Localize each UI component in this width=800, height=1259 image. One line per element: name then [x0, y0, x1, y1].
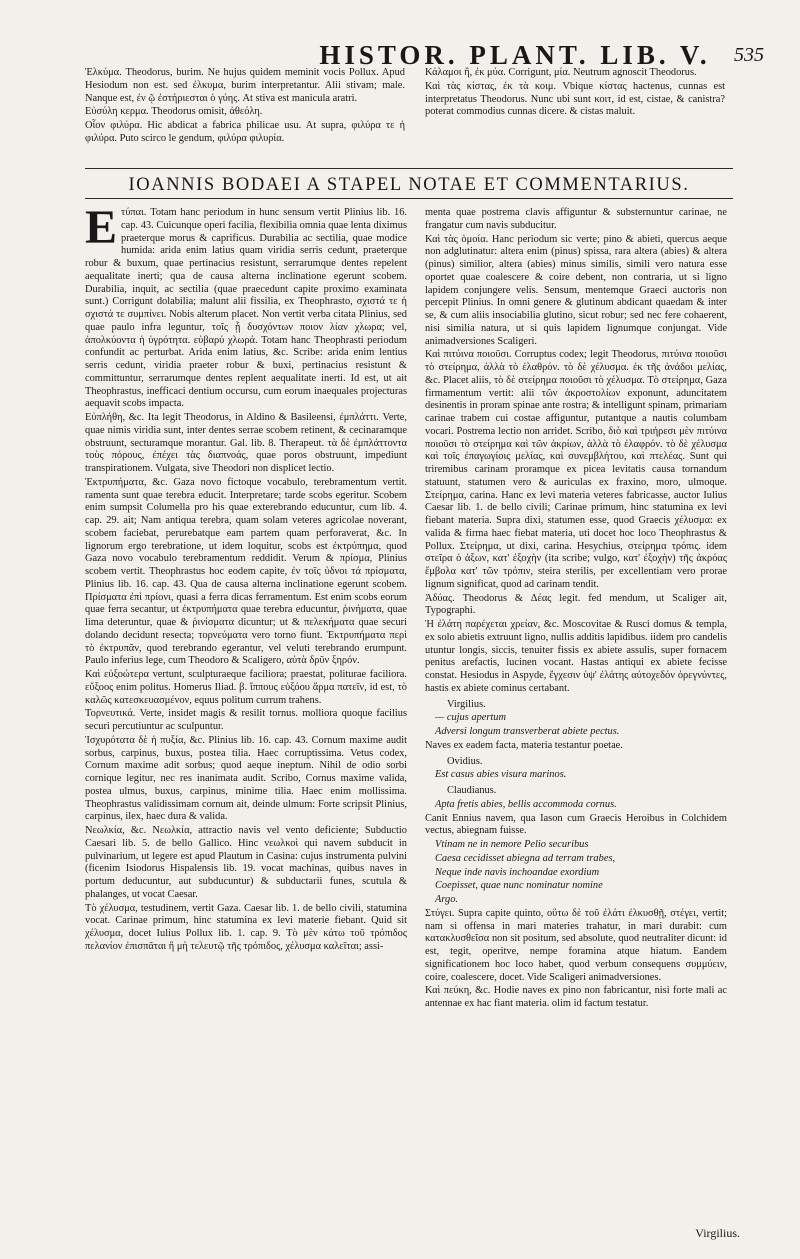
note-paragraph: Ἐλκύμα. Theodorus, burim. Ne hujus quidem meminit vocis Pollux. Apud Hesiodum non est. sed ἐλκυμα, burim interpretantur. Alii stivam; male. Nanque est, ἐν ῷ ἐστήριεσται ὁ γύης. At stiva est manicula aratri.	[85, 67, 405, 104]
commentary-paragraph: Ἰσχυρότατα δὲ ἡ πυξία, &c. Plinius lib. 16. cap. 43. Cornum maxime audit sorbus, carpinus, buxus, postea tilia. Haec corruptissima. Vetus codex, Cornum maxime adit sorbus; quod aeque ineptum. Nihil de odio sorbi cornique legitur, nec res inanimata audit. Scribo, Cornus maxime valida, postea ulmus, buxus, carpinus, minime tilia. Haec enim mollissima. Theophrastus validissimam cornum ait, deinde ulmum: Forte scripsit Plinius, carpinus, ilex, haec dura & valida.	[85, 734, 407, 823]
poet-name: Claudianus.	[447, 785, 497, 796]
commentary-paragraph: Naves ex eadem facta, materia testantur poetae.	[425, 739, 623, 751]
commentary-left-column	[85, 201, 407, 955]
running-head: HISTOR. PLANT. LIB. V.	[319, 39, 711, 70]
note-paragraph: Εὐσύλη κερμα. Theodorus omisit, ἀθεόλη.	[85, 106, 263, 118]
commentary-paragraph: Καὶ πεύκη, &c. Hodie naves ex pino non fabricantur, nisi forte mali ac antennae ex hac fiant materia. olim id factum testatur.	[425, 985, 727, 1009]
divider-rule	[85, 198, 733, 199]
commentary-paragraph	[85, 201, 407, 411]
note-paragraph: Κάλαμοι ἢ, ἐκ μύα. Corrigunt, μία. Neutrum agnoscit Theodorus.	[425, 67, 697, 78]
commentary-paragraph: Εὐπλήθη, &c. Ita legit Theodorus, in Aldino & Basileensi, ἐμπλάττι. Verte, quae nimis viridia sunt, inter dentes serrae scobem retinent, & cecinaramque obstruunt, secturamque morantur. Gal. lib. 8. Therapeut. τὰ δὲ ἐμπλάττοντα τοὺς πόρους, ἐπέχει τὰς διαπνοάς, quae poros obstruunt, impediunt transpirationem. Vulgata, sive Theodori non displicet lectio.	[85, 412, 407, 474]
drop-cap: E	[85, 201, 118, 254]
verse-line: — cujus apertum	[435, 712, 506, 724]
poet-name: Ovidius.	[447, 755, 483, 767]
commentary-right-column	[425, 207, 727, 1012]
commentary-paragraph: Ἡ ἐλάτη παρέχεται χρείαν, &c. Moscovitae & Rusci domus & templa, ex solo abietis extruunt ligno, nullis additis lapidibus. iidem pro candelis utuntur longis, siccis, tenuiter fissis ex abiete assulis, super fornacem penitus arefactis, lucinen vocant. Hastas antiqui ex abiete fecisse constat. Hesiodus in Aspyde, ἔγχεσιν ὑψ' ἐλάτης αὐτοχεδόν ὀρεγνύντες, hastis ex abiete cominus certabant.	[425, 619, 727, 694]
commentary-paragraph: Καὶ πιτύινα ποιοῦσι. Corruptus codex; legit Theodorus, πιτύινα ποιοῦσι τὸ στείρημα, ἀλλὰ τὸ ἐλαθρόν. τὸ δὲ χέλυσμα. ἐκ τῆς ἀνάδοι μελίας, &c. Placet aliis, τὸ δὲ στείρημα ποιοῦσι τὸ χέλυσμα. Τὸ στείρημα, Gaza firmamentum vertit: alii τῶν ἀκροστολίων exponunt, aduncitatem desinentis in proram spinae ante rostra; & intelligunt spinam, primariam carinae trabem cui costae affiguntur, putantque a nautis columbam vocari. Postrema lectio non arridet. Scribo, διὸ καὶ τριήρεσι μὲν πιτύινα ποιοῦσι τὸ στείρημα καὶ τῶν ἀκρίων, ἀλλὰ τὸ ἐλαφρόν. τὸ δὲ χέλυσμα καὶ τοῖς ἐπαγωγίοις μελίας, καὶ συνεμβλήτου, καὶ πτελέας. Sunt qui triremibus carinam proramque ex picea levitatis causa tornandum statuunt, statumen vero & auriculas ex fraxino, moro, ulmoque. Στείρημα, carina. Hanc ex levi materia veteres fabricasse, auctor Iulius Caesar lib. 1. de bello civili; Carinae primum, hinc statumina ex levi fiebant materia. Supra dixi, statumen esse, quod Graecis χέλυσμα: ex valida & firma haec fiebat materia, uti docet hoc loco Theophrastus & Pollux. Στείρημα, ut dixi, carina. Hesychius, στείρημα τρόπις. idem στεῖρα ὁ ἀξων, κατ' ἐξοχὴν (ita scribe; vulgo, κατ' ἐξοχὴν) τῆς ἀκρόας ἔμβολα κατ' τῶν τρόπιν, steira sterilis, per excellentiam vero proraе lignum significat, quod ad carinam tendit.	[425, 349, 727, 590]
commentary-paragraph: Ἐκτρυπήματα, &c. Gaza novo fictoque vocabulo, terebramentum vertit. ramenta sunt quae terebra educit. Interpretare; tarde scobs egeritur. Scobem enim sumpsit Columella pro his quae exterebrando educuntur, cum lib. 4. cap. 29. ait; Nam antiqua terebra, quam solam veteres agricolae noverant, scobem faciebat, perurebatque eam partem quam perforaverat, &c. In lignorum ergo terebratione, ut idem loquitur, scobs est ἐκτρύπημα, quod Gaza novo vocabulo terebramentum reddidit. Verum & πρίσμα, Plinius scobem vertit. Theophrastus hoc eodem capite, ἐν τοῖς ὑδνοι τά πρίσματα, Plinius lib. 16. cap. 43. Qua de causa alterna inclinatione egerunt scobem. Πρίσματα ἐπὶ πρίονι, quasi a ferra dicas ferramentum. Est enim scobs eorum quae ferra secantur, ut ἐκτρυπήματα quae terebra educuntur, ῥινήματα, quae lima deteruntur, quae & ῥινίσματα dicuntur; ut & πελεκήματα quae securi dolando decidunt resecta; τορνεύματα vero torno fiunt. Ἐκτρυπήματα περὶ τὸ ἐκτρυπᾶν, quod terebrando egerantur, vel veluti terebrando erumpunt. Paulo inferius lege, cum Theodoro & Scaligero, αὐτὰ δρῦν ξηρόν.	[85, 476, 407, 667]
commentary-paragraph: Ἀδύας. Theodorus & Δέας legit. fed mendum, ut Scaliger ait, Typographi.	[425, 592, 727, 617]
poet-name: Virgilius.	[447, 698, 486, 710]
top-notes-right	[425, 67, 725, 120]
divider-rule	[85, 168, 733, 169]
catchword: Virgilius.	[695, 1226, 740, 1240]
commentary-paragraph: menta quae postrema clavis affiguntur & substernuntur carinae, ne frangatur cum navis subducitur.	[425, 207, 727, 231]
verse-line: Vtinam ne in nemore Pelio securibus	[435, 839, 589, 850]
verse-line: Caesa cecidisset abiegna ad terram trabes,	[435, 852, 616, 864]
commentary-paragraph: Καὶ τὰς ὁμοία. Hanc periodum sic verte; pino & abieti, quercus aeque non adglutinatur: altera enim (pinus) spissa, rara altera (abies) & altera (pinus) similior, altera (abies) minus similis, simili vero natura esse oportet quae coalescere & coire debent, non contraria, ut si ligno lapidem conjungere velis. Sensum, mentemque Graeci auctoris non percepit Plinius. In omni genere & glutinum abdicant quaedam & inter se, & cum aliis insociabilia glutino, sicut robur; sed nec fere cohaerent, nisi similia natura, ut si quis lapidem lignumque conjungat. Vide animadversiones Scaligeri.	[425, 233, 727, 347]
verse-line: Coepisset, quae nunc nominatur nomine	[435, 880, 603, 892]
note-paragraph: Οἷον φιλύρα. Hic abdicat a fabrica philicae usu. At supra, φιλύρα τε ἡ φιλύρα. Puto scirco le gendum, φιλύρα φιλυρία.	[85, 120, 405, 144]
verse-line: Argo.	[435, 894, 458, 905]
commentary-paragraph: Canit Ennius navem, qua Iason cum Graecis Heroibus in Colchidem vectus, abiegnam fuisse.	[425, 812, 727, 837]
verse-line: Neque inde navis inchoandae exordium	[435, 866, 600, 878]
section-title: IOANNIS BODAEI A STAPEL NOTAE ET COMMENTARIUS.	[128, 174, 690, 195]
verse-line: Est casus abies visura marinos.	[435, 769, 567, 781]
paragraph-text: τύπαι. Totam hanc periodum in hunc sensum vertit Plinius lib. 16. cap. 43. Cuicunque operi facilia, flexibilia omnia quae lenta diximus praeterque morus & caprificus. Durabilia ac sectilia, quae modice humida: arida enim latius quam viridia serris cedunt, praeterque robur & buxum, quae pertinacius resistunt, serrarumque dentes repelent aequalitate inerti; qua de causa alterna inclinatione egerunt scobem. Durabilia, inquit, ac sectilia (quae praecedunt capite proximo examinata sunt.) Corrigunt dolabilia; malunt alii fissilia, ex Theophrasto, σχιστά τε ἡ σχιστά τε συμπίνει. Nobis alterum placet. Non vertit verba citata Plinius, sed quae paulo infra leguntur, τοῖς ᾗ δυσχόντων ποιον λίαν χλωρα; vel, ἀπολκύοντα ἡ ὑγρότητα. εὐβαρύ χλωρά. Totam hanc Theophrasti periodum confundit ac perturbat. Arida enim latius, &c. Scribe: arida enim lentius serris cedunt, viridia praeter robur & buxi, pertinacius resistunt & committuntur, serrarumque dentes replent aequalitate inerti. Id est, ut ait Theophrastus, inefficaci dentium occursu, cum eorum inaequales projecturas aequavit scobs impacta.	[85, 207, 407, 410]
note-paragraph: Καὶ τὰς κίστας, ἐκ τὰ κοιμ. Vbique κίστας hactenus, cunnas est interpretatus Theodorus. Nunc ubi sunt κοιτ, id est, cistae, & canistra? poterat commodius cunnas dicere. & cistas maluit.	[425, 80, 725, 118]
commentary-paragraph: Τὸ χέλυσμα, testudinem, vertit Gaza. Caesar lib. 1. de bello civili, statumina vocat. Carinae primum, hinc statumina ex levi materie fiebant. Quid sit χέλυσμα, docet Iulius Pollux lib. 1. cap. 9. Τὸ μὲν κάτω τοῦ τρόπιδος πελανίον ἐπισπᾶται ἢ μὴ τελευτῷ τῆς τρόπιδος, χέλυσμα καλεῖται; assi-	[85, 902, 407, 952]
top-notes-left	[85, 67, 405, 147]
commentary-paragraph: Στύγει. Supra capite quinto, οὕτω δὲ τοῦ ἐλάτι ἐλκυσθῇ, στέγει, vertit; nam si offensa in mari materies trahatur, in mari durabit: cum κατακλυσθεῖσα non sit positum, sed absolute, quod neutraliter dicunt: id est, tegit, operitve, nempe foramina atque hiatum. Eandem significationem hoc loco habet, quod verbum consequens συμμύειν, coire, coalescere, docet. Vide Scaligeri animadversiones.	[425, 907, 727, 983]
commentary-paragraph: Καὶ εὐξοώτερα vertunt, sculpturaeque faciliora; praestat, politurae faciliora. εὔξοος enim politus. Homerus Iliad. β. ἵππους εὐξόου ἅρμα πατεῖν, id est, τὸ καλῶς κατεσκευασμένον, equus politum currum trahens.	[85, 669, 407, 706]
commentary-paragraph: Νεωλκία, &c. Νεωλκία, attractio navis vel vento deficiente; Subductio Caesari lib. 5. de bello Gallico. Hinc νεωλκοὶ qui navem subducit in pulvinarium, ut legere est apud Plautum in Casina: cujus instrumenta pulvini (ficenim Isiodorus Hispalensis lib. 19. vocat machinas, quibus naves in portum deducuntur, aut subducuntur) & subductarii funes, scutula & phalanges, ut vocat Caesar.	[85, 825, 407, 900]
commentary-paragraph: Τορνευτικά. Verte, insidet magis & resilit tornus. molliora quoque facilius securi percutiuntur ac sculpuntur.	[85, 708, 407, 732]
verse-line: Adversi longum transverberat abiete pectus.	[435, 726, 620, 737]
verse-line: Apta fretis abies, bellis accommoda cornus.	[435, 798, 617, 810]
page-number: 535	[734, 44, 764, 66]
